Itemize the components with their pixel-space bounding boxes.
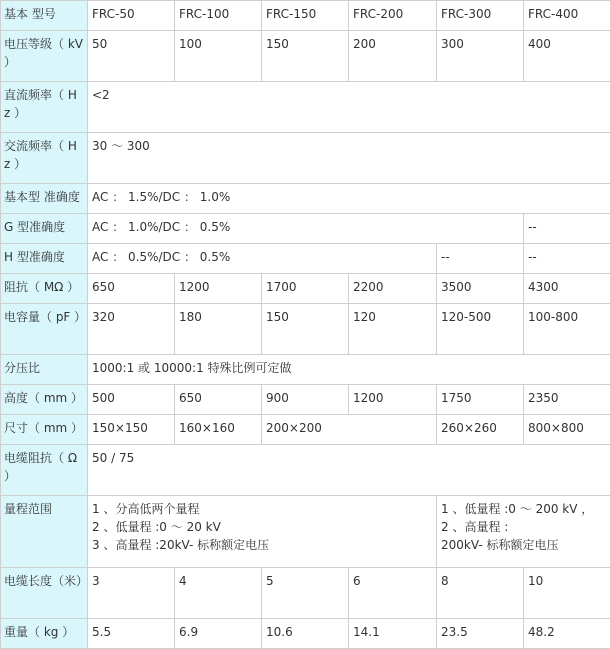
row-label: 电缆阻抗（ Ω ） (1, 445, 88, 496)
cell-value: 30 ～ 300 (88, 133, 610, 184)
range-line: 1 、分高低两个量程 (92, 500, 432, 518)
cell-value: 150 (262, 304, 349, 355)
row-label: 基本型 准确度 (1, 184, 88, 214)
cell-value: 8 (437, 568, 524, 619)
cell-value: 400 (524, 31, 610, 82)
row-dc-frequency (1, 82, 610, 133)
cell-value: 6.9 (175, 619, 262, 649)
cell-value: 900 (262, 385, 349, 415)
row-cable-impedance (1, 445, 610, 496)
row-label: 量程范围 (1, 496, 88, 568)
row-label: 分压比 (1, 355, 88, 385)
cell-value: 48.2 (524, 619, 610, 649)
row-basic-accuracy (1, 184, 610, 214)
range-line: 2 、高量程 : (441, 518, 606, 536)
cell-value: 200 (349, 31, 437, 82)
cell-value: 500 (88, 385, 175, 415)
range-line: 3 、高量程 :20kV- 标称额定电压 (92, 536, 432, 554)
cell-not-available: -- (524, 244, 610, 274)
header-row (1, 1, 610, 31)
cell-value: 1200 (175, 274, 262, 304)
row-label: 电压等级（ kV ） (1, 31, 88, 82)
cell-value: 300 (437, 31, 524, 82)
cell-value: 320 (88, 304, 175, 355)
row-label: 高度（ mm ） (1, 385, 88, 415)
row-label: 电缆长度（米） (1, 568, 88, 619)
row-impedance (1, 274, 610, 304)
cell-value: 200×200 (262, 415, 437, 445)
cell-value: 150×150 (88, 415, 175, 445)
cell-value: 1000:1 或 10000:1 特殊比例可定做 (88, 355, 610, 385)
row-label: 重量（ kg ） (1, 619, 88, 649)
cell-value: 5 (262, 568, 349, 619)
cell-value: 4 (175, 568, 262, 619)
cell-value: <2 (88, 82, 610, 133)
model-frc-100: FRC-100 (175, 1, 262, 31)
cell-value: 2350 (524, 385, 610, 415)
model-frc-150: FRC-150 (262, 1, 349, 31)
cell-value: 2200 (349, 274, 437, 304)
cell-value: 6 (349, 568, 437, 619)
cell-value: 50 (88, 31, 175, 82)
row-label: 交流频率（ Hz ） (1, 133, 88, 184)
model-frc-200: FRC-200 (349, 1, 437, 31)
model-frc-400: FRC-400 (524, 1, 610, 31)
cell-not-available: -- (437, 244, 524, 274)
row-voltage (1, 31, 610, 82)
cell-value: 1700 (262, 274, 349, 304)
cell-value: 120 (349, 304, 437, 355)
cell-value: 800×800 (524, 415, 610, 445)
row-g-accuracy (1, 214, 610, 244)
model-frc-300: FRC-300 (437, 1, 524, 31)
cell-value: 650 (175, 385, 262, 415)
cell-value: AC ： 1.0%/DC ： 0.5% (88, 214, 524, 244)
row-h-accuracy (1, 244, 610, 274)
cell-value: 1750 (437, 385, 524, 415)
row-ratio (1, 355, 610, 385)
range-high-models (437, 496, 610, 568)
cell-value: 5.5 (88, 619, 175, 649)
range-line: 1 、低量程 :0 ～ 200 kV ， (441, 500, 606, 518)
range-line: 2 、低量程 :0 ～ 20 kV (92, 518, 432, 536)
cell-value: AC ： 0.5%/DC ： 0.5% (88, 244, 437, 274)
cell-value: 260×260 (437, 415, 524, 445)
row-label: 电容量（ pF ） (1, 304, 88, 355)
range-low-models (88, 496, 437, 568)
row-label: 直流频率（ Hz ） (1, 82, 88, 133)
row-label: 尺寸（ mm ） (1, 415, 88, 445)
range-line: 200kV- 标称额定电压 (441, 536, 606, 554)
cell-value: 180 (175, 304, 262, 355)
cell-not-available: -- (524, 214, 610, 244)
cell-value: 3 (88, 568, 175, 619)
row-cable-length (1, 568, 610, 619)
row-label: 阻抗（ MΩ ） (1, 274, 88, 304)
row-ac-frequency (1, 133, 610, 184)
row-range (1, 496, 610, 568)
cell-value: 23.5 (437, 619, 524, 649)
model-frc-50: FRC-50 (88, 1, 175, 31)
cell-value: 650 (88, 274, 175, 304)
cell-value: 10 (524, 568, 610, 619)
cell-value: 100-800 (524, 304, 610, 355)
cell-value: 14.1 (349, 619, 437, 649)
cell-value: 120-500 (437, 304, 524, 355)
cell-value: 10.6 (262, 619, 349, 649)
row-height (1, 385, 610, 415)
cell-value: AC ： 1.5%/DC ： 1.0% (88, 184, 610, 214)
cell-value: 160×160 (175, 415, 262, 445)
row-label: H 型准确度 (1, 244, 88, 274)
cell-value: 4300 (524, 274, 610, 304)
row-size (1, 415, 610, 445)
cell-value: 3500 (437, 274, 524, 304)
cell-value: 100 (175, 31, 262, 82)
row-weight (1, 619, 610, 649)
cell-value: 50 / 75 (88, 445, 610, 496)
row-label: G 型准确度 (1, 214, 88, 244)
row-capacitance (1, 304, 610, 355)
cell-value: 1200 (349, 385, 437, 415)
header-label: 基本 型号 (1, 1, 88, 31)
cell-value: 150 (262, 31, 349, 82)
